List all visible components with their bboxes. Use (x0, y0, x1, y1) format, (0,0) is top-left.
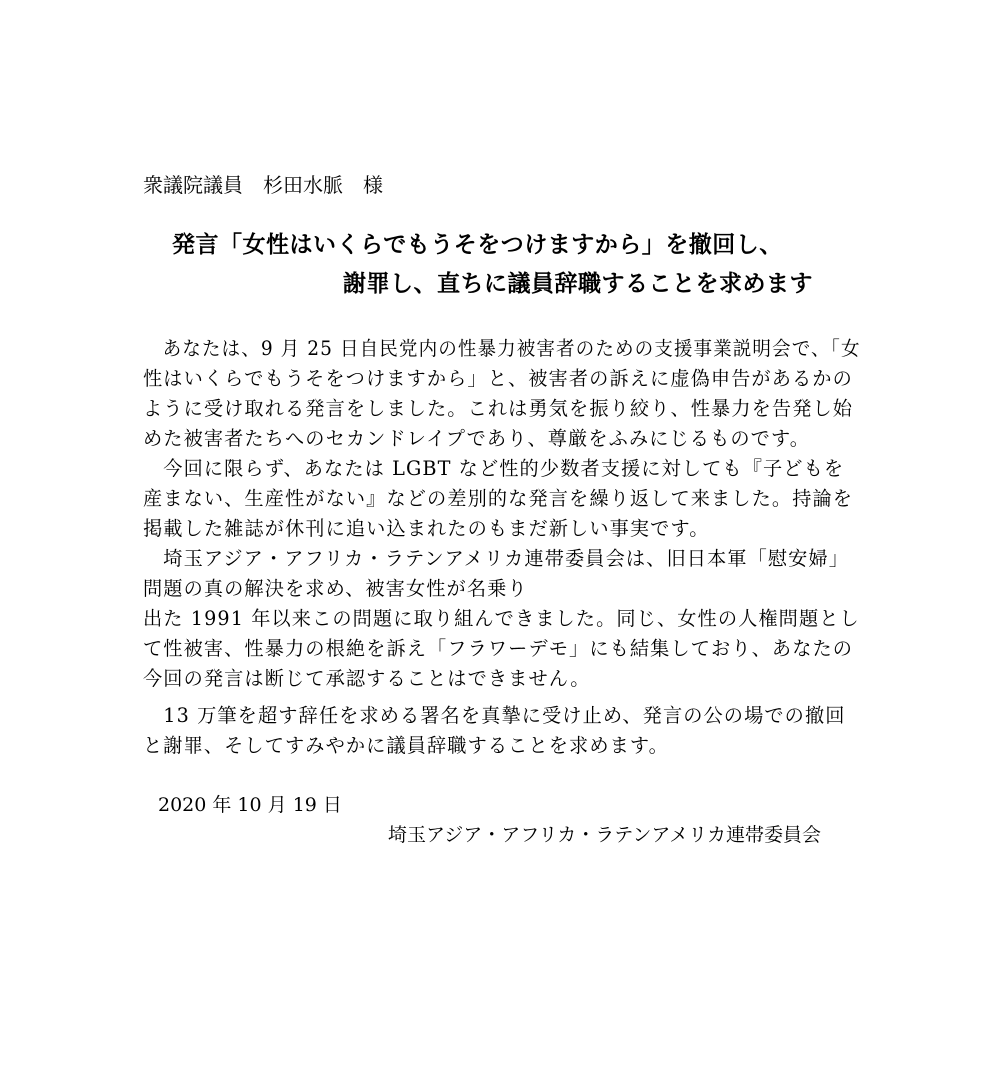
body-line: めた被害者たちへのセカンドレイプであり、尊厳をふみにじるものです。 (143, 427, 810, 450)
body-line: と謝罪、そしてすみやかに議員辞職することを求めます。 (143, 734, 669, 757)
body-line: 性はいくらでもうそをつけますから」と、被害者の訴えに虚偽申告があるかの (143, 367, 853, 390)
body-line: 掲載した雑誌が休刊に追い込まれたのもまだ新しい事実です。 (143, 517, 710, 540)
letter-date: 2020 年 10 月 19 日 (158, 794, 342, 816)
title-line-2: 謝罪し、直ちに議員辞職することを求めます (343, 271, 813, 297)
body-line: あなたは、9 月 25 日自民党内の性暴力被害者のための支援事業説明会で、「女 (143, 337, 861, 360)
body-line: 今回の発言は断じて承認することはできません。 (143, 667, 591, 690)
body-line: 問題の真の解決を求め、被害女性が名乗り (143, 577, 528, 600)
body-line: 出た 1991 年以来この問題に取り組んできました。同じ、女性の人権問題とし (143, 607, 860, 630)
addressee: 衆議院議員 杉田水脈 様 (143, 173, 383, 197)
body-line: 今回に限らず、あなたは LGBT など性的少数者支援に対しても『子どもを (143, 457, 845, 480)
signature: 埼玉アジア・アフリカ・ラテンアメリカ連帯委員会 (388, 824, 822, 846)
body-line: 産まない、生産性がない』などの差別的な発言を繰り返して来ました。持論を (143, 487, 854, 510)
body-line: ように受け取れる発言をしました。これは勇気を振り絞り、性暴力を告発し始 (143, 397, 854, 420)
title-line-1: 発言「女性はいくらでもうそをつけますから」を撤回し、 (172, 232, 783, 258)
body-line: て性被害、性暴力の根絶を訴え「フラワーデモ」にも結集しており、あなたの (143, 637, 854, 660)
body-line: 埼玉アジア・アフリカ・ラテンアメリカ連帯委員会は、旧日本軍「慰安婦」 (143, 547, 850, 570)
body-line: 13 万筆を超す辞任を求める署名を真摯に受け止め、発言の公の場での撤回 (143, 704, 846, 727)
